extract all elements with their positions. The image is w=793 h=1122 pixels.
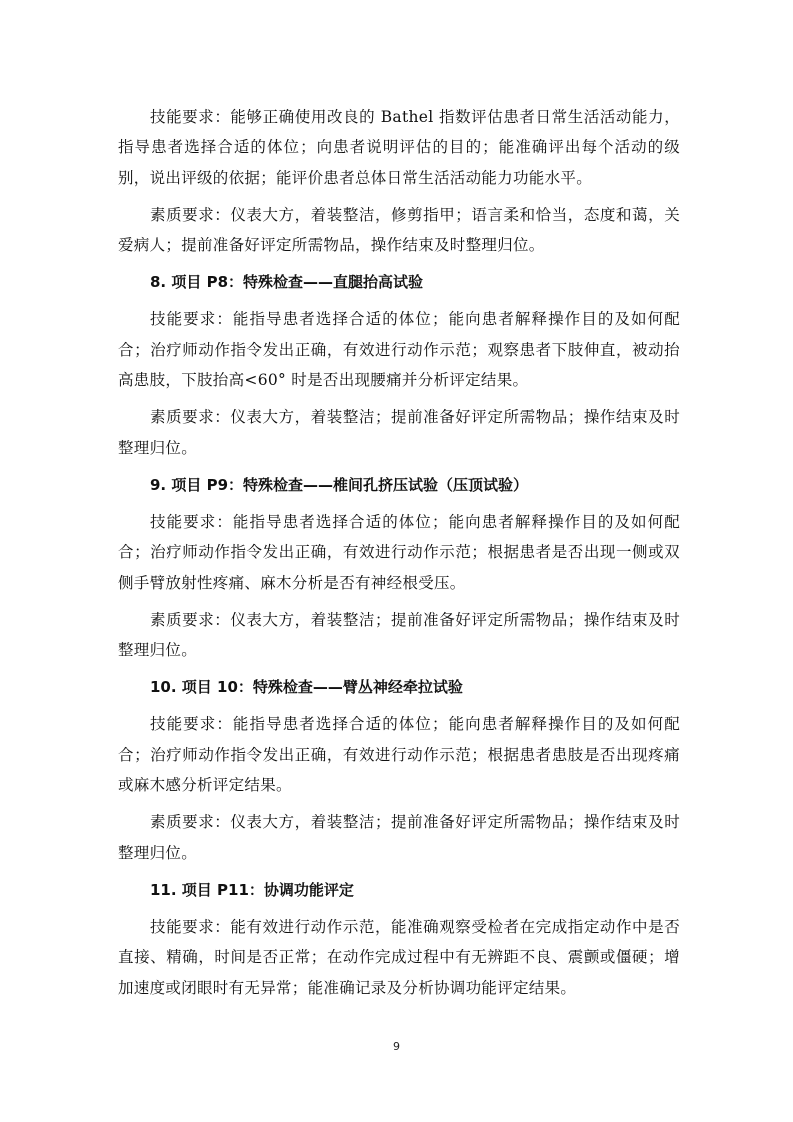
intro-skill-paragraph: 技能要求：能够正确使用改良的 Bathel 指数评估患者日常生活活动能力，指导患者选择合适的体位；向患者说明评估的目的；能准确评出每个活动的级别，说出评级的依据；能评价患者总体日常生活活动能力功能水平。 bbox=[118, 108, 680, 187]
section-p10 bbox=[118, 672, 680, 867]
section-heading: 11. 项目 P11：协调功能评定 bbox=[150, 880, 354, 899]
intro-block bbox=[118, 102, 680, 260]
section-heading: 10. 项目 10：特殊检查——臂丛神经牵拉试验 bbox=[150, 678, 463, 697]
page-number: 9 bbox=[393, 1040, 400, 1053]
section-heading: 9. 项目 P9：特殊检查——椎间孔挤压试验（压顶试验） bbox=[150, 475, 529, 494]
skill-paragraph: 技能要求：能指导患者选择合适的体位；能向患者解释操作目的及如何配合；治疗师动作指令发出正确，有效进行动作示范；观察患者下肢伸直，被动抬高患肢，下肢抬高<60° 时是否出现腰痛并分析评定结果。 bbox=[118, 310, 680, 390]
quality-paragraph: 素质要求：仪表大方，着装整洁；提前准备好评定所需物品；操作结束及时整理归位。 bbox=[118, 610, 680, 660]
skill-paragraph: 技能要求：能有效进行动作示范，能准确观察受检者在完成指定动作中是否直接、精确，时间是否正常；在动作完成过程中有无辨距不良、震颤或僵硬；增加速度或闭眼时有无异常；能准确记录及分析协调功能评定结果。 bbox=[118, 917, 680, 997]
quality-paragraph: 素质要求：仪表大方，着装整洁；提前准备好评定所需物品；操作结束及时整理归位。 bbox=[118, 408, 680, 457]
document-page bbox=[118, 102, 680, 1010]
section-p11 bbox=[118, 875, 680, 1003]
skill-paragraph: 技能要求：能指导患者选择合适的体位；能向患者解释操作目的及如何配合；治疗师动作指令发出正确，有效进行动作示范；根据患者患肢是否出现疼痛或麻木感分析评定结果。 bbox=[118, 715, 680, 795]
quality-paragraph: 素质要求：仪表大方，着装整洁；提前准备好评定所需物品；操作结束及时整理归位。 bbox=[118, 813, 680, 862]
skill-paragraph: 技能要求：能指导患者选择合适的体位；能向患者解释操作目的及如何配合；治疗师动作指令发出正确，有效进行动作示范；根据患者是否出现一侧或双侧手臂放射性疼痛、麻木分析是否有神经根受压。 bbox=[118, 512, 680, 592]
intro-quality-paragraph: 素质要求：仪表大方，着装整洁，修剪指甲；语言柔和恰当，态度和蔼，关爱病人；提前准备好评定所需物品，操作结束及时整理归位。 bbox=[118, 205, 680, 255]
section-heading: 8. 项目 P8：特殊检查——直腿抬高试验 bbox=[150, 273, 424, 292]
section-p9 bbox=[118, 470, 680, 665]
section-p8 bbox=[118, 267, 680, 462]
